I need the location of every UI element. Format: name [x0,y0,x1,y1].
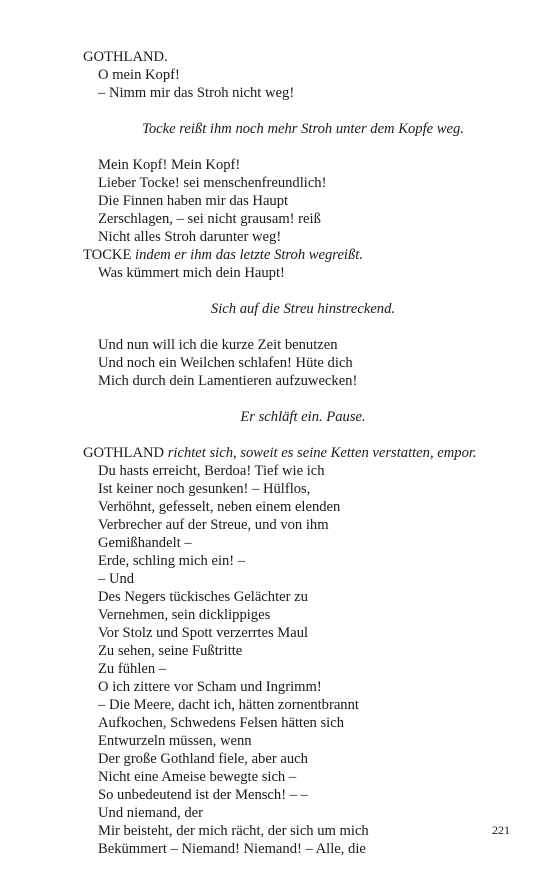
blank-line [83,138,523,156]
speaker-direction: richtet sich, soweit es seine Ketten verstatten, empor. [167,445,477,461]
stage-direction: Sich auf die Streu hinstreckend. [210,301,396,317]
blank-line [83,318,523,336]
speaker-name: GOTHLAND. [83,49,168,65]
verse-line: Zu fühlen – [98,661,167,677]
verse-line: Was kümmert mich dein Haupt! [98,265,285,281]
speaker-line [83,246,523,264]
verse-line: Ist keiner noch gesunken! – Hülflos, [98,481,311,497]
verse-line: Zu sehen, seine Fußtritte [98,643,243,659]
verse-line: Zerschlagen, – sei nicht grausam! reiß [98,211,321,227]
verse-line: Du hasts erreicht, Berdoa! Tief wie ich [98,463,325,479]
verse-line: So unbedeutend ist der Mensch! – – [98,787,308,803]
blank-line [83,390,523,408]
blank-line [83,426,523,444]
verse-line: Und noch ein Weilchen schlafen! Hüte dich [98,355,353,371]
speaker-name: TOCKE [83,247,132,263]
blank-line [83,102,523,120]
verse-line: Die Finnen haben mir das Haupt [98,193,289,209]
stage-direction: Er schläft ein. Pause. [240,409,366,425]
verse-line: Und nun will ich die kurze Zeit benutzen [98,337,338,353]
verse-line: Nicht alles Stroh darunter weg! [98,229,282,245]
verse-line: Mich durch dein Lamentieren aufzuwecken! [98,373,358,389]
verse-line: Der große Gothland fiele, aber auch [98,751,308,767]
verse-line: O mein Kopf! [98,67,180,83]
verse-line: – Nimm mir das Stroh nicht weg! [98,85,295,101]
verse-line: Entwurzeln müssen, wenn [98,733,252,749]
verse-line: Mein Kopf! Mein Kopf! [98,157,241,173]
verse-line: Aufkochen, Schwedens Felsen hätten sich [98,715,345,731]
verse-line: Bekümmert – Niemand! Niemand! – Alle, die [98,841,366,857]
verse-line: Nicht eine Ameise bewegte sich – [98,769,297,785]
speaker-direction: indem er ihm das letzte Stroh wegreißt. [135,247,363,263]
speaker-line [83,48,523,66]
drama-text [83,48,523,858]
verse-line: Vernehmen, sein dicklippiges [98,607,271,623]
blank-line [83,282,523,300]
verse-line: Verbrecher auf der Streue, und von ihm [98,517,329,533]
verse-line: – Und [98,571,135,587]
speaker-name: GOTHLAND [83,445,165,461]
verse-line: Des Negers tückisches Gelächter zu [98,589,308,605]
speaker-line [83,444,523,462]
verse-line: Erde, schling mich ein! – [98,553,246,569]
verse-line: O ich zittere vor Scham und Ingrimm! [98,679,322,695]
verse-line: Gemißhandelt – [98,535,192,551]
verse-line: Lieber Tocke! sei menschenfreundlich! [98,175,327,191]
verse-line: Verhöhnt, gefesselt, neben einem elenden [98,499,341,515]
stage-direction: Tocke reißt ihm noch mehr Stroh unter dem Kopfe weg. [142,121,464,137]
page-number: 221 [492,823,510,837]
verse-line: Mir beisteht, der mich rächt, der sich um mich [98,823,369,839]
verse-line: – Die Meere, dacht ich, hätten zornentbrannt [98,697,359,713]
verse-line: Und niemand, der [98,805,203,821]
verse-line: Vor Stolz und Spott verzerrtes Maul [98,625,309,641]
